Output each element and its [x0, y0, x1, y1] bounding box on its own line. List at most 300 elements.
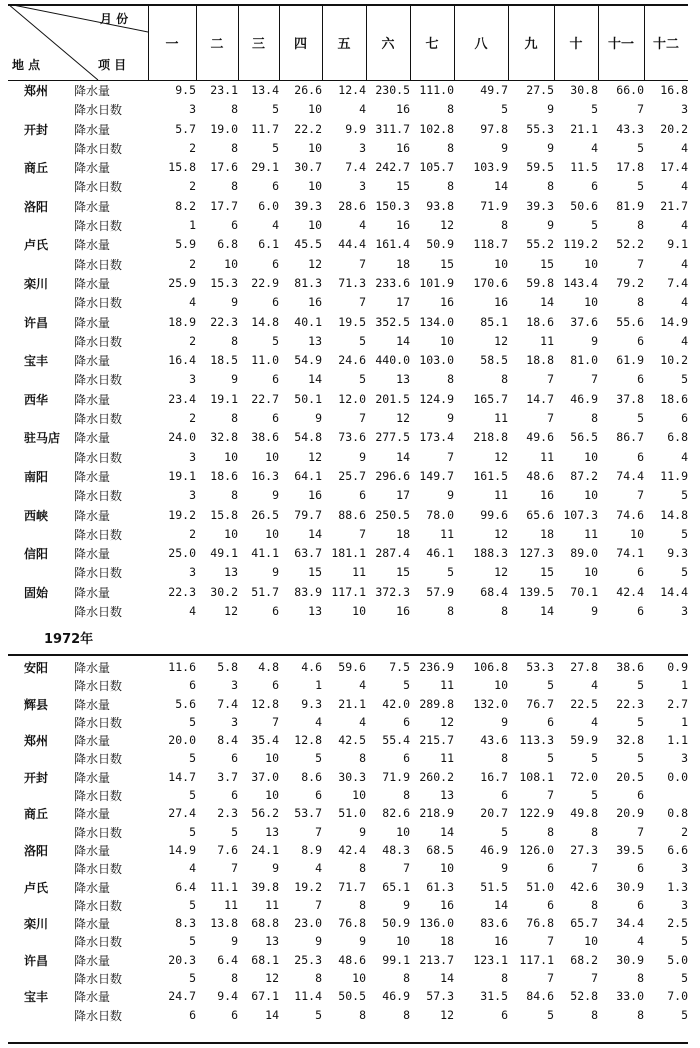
- value-cell: 13: [440, 788, 454, 803]
- value-cell: 14: [396, 449, 410, 464]
- value-cell: 12.4: [338, 83, 366, 97]
- value-cell: 5: [547, 1007, 554, 1022]
- value-cell: 10: [265, 788, 279, 803]
- table-row: [8, 731, 688, 749]
- table-1-body: [8, 81, 688, 621]
- value-cell: 9: [231, 372, 238, 387]
- item-rain-days: 降水日数: [74, 296, 123, 311]
- value-cell: 49.7: [480, 83, 508, 97]
- value-cell: 4: [359, 218, 366, 233]
- table-row: [8, 351, 688, 370]
- value-cell: 8: [359, 861, 366, 876]
- value-cell: 10: [584, 295, 598, 310]
- item-rain-days: 降水日数: [74, 450, 123, 465]
- value-cell: 12: [494, 565, 508, 580]
- item-rain-days: 降水日数: [74, 373, 123, 388]
- value-cell: 7.4: [217, 696, 238, 711]
- value-cell: 10: [224, 449, 238, 464]
- value-cell: 8: [447, 604, 454, 619]
- value-cell: 6.8: [217, 237, 238, 252]
- value-cell: 5: [501, 102, 508, 117]
- value-cell: 8: [501, 604, 508, 619]
- value-cell: 17.6: [210, 160, 238, 175]
- value-cell: 3: [681, 897, 688, 912]
- value-cell: 16: [396, 102, 410, 117]
- value-cell: 3: [189, 565, 196, 580]
- value-cell: 119.2: [563, 237, 598, 252]
- value-cell: 14: [440, 824, 454, 839]
- value-cell: 10: [224, 526, 238, 541]
- value-cell: 65.1: [382, 879, 410, 894]
- value-cell: 6.4: [175, 879, 196, 894]
- value-cell: 76.7: [526, 696, 554, 711]
- value-cell: 233.6: [375, 275, 410, 290]
- value-cell: 19.1: [210, 391, 238, 406]
- value-cell: 3: [189, 488, 196, 503]
- value-cell: 6: [272, 678, 279, 693]
- value-cell: 50.6: [570, 198, 598, 213]
- value-cell: 42.4: [338, 842, 366, 857]
- value-cell: 5.6: [175, 696, 196, 711]
- value-cell: 14.9: [660, 314, 688, 329]
- item-precipitation: 降水量: [74, 354, 111, 369]
- value-cell: 11: [540, 449, 554, 464]
- value-cell: 10: [494, 678, 508, 693]
- value-cell: 8.2: [175, 198, 196, 213]
- value-cell: 6: [231, 1007, 238, 1022]
- item-precipitation: 降水量: [74, 276, 111, 291]
- value-cell: 59.5: [526, 160, 554, 175]
- value-cell: 5: [681, 526, 688, 541]
- value-cell: 7: [591, 861, 598, 876]
- value-cell: 46.9: [382, 989, 410, 1004]
- value-cell: 9.1: [667, 237, 688, 252]
- value-cell: 134.0: [419, 314, 454, 329]
- value-cell: 440.0: [375, 353, 410, 368]
- value-cell: 352.5: [375, 314, 410, 329]
- value-cell: 15.8: [210, 507, 238, 522]
- value-cell: 6: [637, 333, 644, 348]
- value-cell: 10.2: [660, 353, 688, 368]
- value-cell: 74.1: [616, 546, 644, 561]
- value-cell: 49.8: [570, 806, 598, 821]
- value-cell: 5: [359, 333, 366, 348]
- value-cell: 8: [591, 897, 598, 912]
- value-cell: 5: [547, 678, 554, 693]
- value-cell: 81.3: [294, 275, 322, 290]
- value-cell: 2: [189, 333, 196, 348]
- value-cell: 9: [359, 934, 366, 949]
- value-cell: 106.8: [473, 660, 508, 674]
- table-row: [8, 235, 688, 254]
- value-cell: 33.0: [616, 989, 644, 1004]
- value-cell: 18.8: [526, 353, 554, 368]
- value-cell: 16: [540, 488, 554, 503]
- table-row: [8, 749, 688, 767]
- month-header-4: 四: [279, 4, 323, 80]
- value-cell: 55.4: [382, 733, 410, 748]
- location-name: 宝丰: [24, 990, 49, 1005]
- item-precipitation: 降水量: [74, 917, 111, 932]
- value-cell: 9: [315, 934, 322, 949]
- value-cell: 2.7: [667, 696, 688, 711]
- value-cell: 10: [584, 488, 598, 503]
- value-cell: 11.7: [251, 121, 279, 136]
- value-cell: 50.1: [294, 391, 322, 406]
- value-cell: 27.4: [168, 806, 196, 821]
- value-cell: 48.6: [526, 468, 554, 483]
- value-cell: 4: [591, 140, 598, 155]
- value-cell: 8: [637, 295, 644, 310]
- value-cell: 18.6: [210, 468, 238, 483]
- value-cell: 5.0: [667, 952, 688, 967]
- value-cell: 83.6: [480, 916, 508, 931]
- value-cell: 5: [272, 102, 279, 117]
- item-rain-days: 降水日数: [74, 935, 123, 950]
- value-cell: 6: [315, 788, 322, 803]
- value-cell: 6: [637, 372, 644, 387]
- value-cell: 139.5: [519, 584, 554, 599]
- value-cell: 6: [272, 411, 279, 426]
- location-name: 开封: [24, 122, 49, 137]
- value-cell: 236.9: [419, 660, 454, 674]
- value-cell: 81.0: [570, 353, 598, 368]
- value-cell: 11.9: [660, 468, 688, 483]
- value-cell: 12: [440, 714, 454, 729]
- table-row: [8, 768, 688, 786]
- value-cell: 24.6: [338, 353, 366, 368]
- value-cell: 37.8: [616, 391, 644, 406]
- value-cell: 56.5: [570, 430, 598, 445]
- value-cell: 1.1: [667, 733, 688, 748]
- location-name: 开封: [24, 770, 49, 785]
- value-cell: 11.1: [210, 879, 238, 894]
- value-cell: 149.7: [419, 468, 454, 483]
- value-cell: 7.6: [217, 842, 238, 857]
- value-cell: 18: [396, 256, 410, 271]
- value-cell: 3: [189, 102, 196, 117]
- value-cell: 7: [272, 714, 279, 729]
- value-cell: 61.3: [426, 879, 454, 894]
- value-cell: 24.0: [168, 430, 196, 445]
- value-cell: 9: [359, 824, 366, 839]
- value-cell: 52.8: [570, 989, 598, 1004]
- value-cell: 10: [352, 788, 366, 803]
- table-row: [8, 506, 688, 525]
- value-cell: 46.9: [570, 391, 598, 406]
- value-cell: 51.5: [480, 879, 508, 894]
- value-cell: 7: [359, 411, 366, 426]
- value-cell: 71.9: [382, 769, 410, 784]
- place-label: 地 点: [12, 58, 41, 72]
- table-row: [8, 428, 688, 447]
- value-cell: 7: [547, 971, 554, 986]
- item-precipitation: 降水量: [74, 238, 111, 253]
- value-cell: 22.5: [570, 696, 598, 711]
- table-row: [8, 467, 688, 486]
- value-cell: 38.6: [251, 430, 279, 445]
- item-precipitation: 降水量: [74, 392, 111, 407]
- value-cell: 4: [637, 934, 644, 949]
- location-name: 商丘: [24, 161, 49, 176]
- value-cell: 11: [440, 678, 454, 693]
- value-cell: 201.5: [375, 391, 410, 406]
- value-cell: 61.9: [616, 353, 644, 368]
- item-rain-days: 降水日数: [74, 180, 123, 195]
- item-rain-days: 降水日数: [74, 141, 123, 156]
- value-cell: 12: [440, 1007, 454, 1022]
- value-cell: 4: [189, 604, 196, 619]
- value-cell: 55.2: [526, 237, 554, 252]
- value-cell: 7: [359, 256, 366, 271]
- value-cell: 18: [396, 526, 410, 541]
- value-cell: 89.0: [570, 546, 598, 561]
- item-rain-days: 降水日数: [74, 334, 123, 349]
- month-header-3: 三: [238, 4, 280, 80]
- value-cell: 25.3: [294, 952, 322, 967]
- table-row: [8, 158, 688, 177]
- value-cell: 20.9: [616, 806, 644, 821]
- value-cell: 19.2: [168, 507, 196, 522]
- value-cell: 9: [591, 333, 598, 348]
- value-cell: 10: [352, 604, 366, 619]
- location-name: 许昌: [24, 315, 49, 330]
- table-row: [8, 313, 688, 332]
- value-cell: 6: [591, 179, 598, 194]
- value-cell: 9: [359, 449, 366, 464]
- value-cell: 66.0: [616, 83, 644, 97]
- value-cell: 173.4: [419, 430, 454, 445]
- value-cell: 20.5: [616, 769, 644, 784]
- value-cell: 277.5: [375, 430, 410, 445]
- value-cell: 15: [396, 565, 410, 580]
- value-cell: 5: [189, 714, 196, 729]
- value-cell: 68.1: [251, 952, 279, 967]
- value-cell: 68.4: [480, 584, 508, 599]
- value-cell: 8: [231, 971, 238, 986]
- value-cell: 6: [501, 1007, 508, 1022]
- value-cell: 18: [440, 934, 454, 949]
- value-cell: 2: [189, 140, 196, 155]
- value-cell: 39.3: [526, 198, 554, 213]
- value-cell: 6: [231, 788, 238, 803]
- item-precipitation: 降水量: [74, 807, 111, 822]
- value-cell: 48.6: [338, 952, 366, 967]
- value-cell: 8: [403, 788, 410, 803]
- value-cell: 102.8: [419, 121, 454, 136]
- value-cell: 6: [501, 788, 508, 803]
- table-row: [8, 409, 688, 428]
- value-cell: 22.3: [210, 314, 238, 329]
- table-row: [8, 695, 688, 713]
- value-cell: 10: [308, 179, 322, 194]
- value-cell: 12: [224, 604, 238, 619]
- value-cell: 24.7: [168, 989, 196, 1004]
- value-cell: 5: [501, 824, 508, 839]
- value-cell: 8: [501, 751, 508, 766]
- location-name: 郑州: [24, 84, 49, 98]
- value-cell: 14.8: [251, 314, 279, 329]
- table-row: [8, 932, 688, 950]
- value-cell: 5: [315, 751, 322, 766]
- location-name: 西华: [24, 392, 49, 407]
- value-cell: 4: [189, 861, 196, 876]
- value-cell: 372.3: [375, 584, 410, 599]
- value-cell: 22.7: [251, 391, 279, 406]
- value-cell: 161.4: [375, 237, 410, 252]
- value-cell: 71.7: [338, 879, 366, 894]
- value-cell: 17.7: [210, 198, 238, 213]
- value-cell: 5: [681, 372, 688, 387]
- value-cell: 8: [501, 372, 508, 387]
- item-rain-days: 降水日数: [74, 257, 123, 272]
- value-cell: 218.8: [473, 430, 508, 445]
- table-row: [8, 177, 688, 196]
- item-precipitation: 降水量: [74, 199, 111, 214]
- value-cell: 12: [396, 411, 410, 426]
- value-cell: 13: [265, 824, 279, 839]
- value-cell: 97.8: [480, 121, 508, 136]
- value-cell: 71.9: [480, 198, 508, 213]
- value-cell: 54.9: [294, 353, 322, 368]
- value-cell: 40.1: [294, 314, 322, 329]
- value-cell: 132.0: [473, 696, 508, 711]
- value-cell: 42.0: [382, 696, 410, 711]
- table-row: [8, 486, 688, 505]
- value-cell: 7: [547, 372, 554, 387]
- value-cell: 11.6: [168, 660, 196, 674]
- value-cell: 37.6: [570, 314, 598, 329]
- value-cell: 46.1: [426, 546, 454, 561]
- value-cell: 242.7: [375, 160, 410, 175]
- value-cell: 7.4: [667, 275, 688, 290]
- value-cell: 165.7: [473, 391, 508, 406]
- month-header-12: 十二: [652, 36, 679, 52]
- value-cell: 11: [352, 565, 366, 580]
- month-header-7: 七: [410, 4, 455, 80]
- value-cell: 57.9: [426, 584, 454, 599]
- value-cell: 18.6: [526, 314, 554, 329]
- value-cell: 16: [494, 295, 508, 310]
- value-cell: 29.1: [251, 160, 279, 175]
- value-cell: 5.7: [175, 121, 196, 136]
- value-cell: 2.3: [217, 806, 238, 821]
- value-cell: 136.0: [419, 916, 454, 931]
- value-cell: 5.8: [217, 660, 238, 674]
- value-cell: 82.6: [382, 806, 410, 821]
- value-cell: 4: [189, 295, 196, 310]
- item-precipitation: 降水量: [74, 880, 111, 895]
- value-cell: 8: [591, 411, 598, 426]
- value-cell: 2.5: [667, 916, 688, 931]
- value-cell: 9: [447, 411, 454, 426]
- value-cell: 9: [272, 565, 279, 580]
- value-cell: 68.2: [570, 952, 598, 967]
- value-cell: 6: [189, 1007, 196, 1022]
- value-cell: 15.8: [168, 160, 196, 175]
- month-header-10: 十: [554, 4, 599, 80]
- value-cell: 5: [637, 179, 644, 194]
- value-cell: 35.4: [251, 733, 279, 748]
- value-cell: 21.7: [660, 198, 688, 213]
- value-cell: 6: [637, 449, 644, 464]
- location-name: 西峡: [24, 508, 49, 523]
- value-cell: 46.9: [480, 842, 508, 857]
- value-cell: 86.7: [616, 430, 644, 445]
- value-cell: 5: [189, 824, 196, 839]
- item-precipitation: 降水量: [74, 161, 111, 176]
- location-name: 安阳: [24, 661, 49, 675]
- value-cell: 6: [231, 218, 238, 233]
- value-cell: 6: [272, 372, 279, 387]
- value-cell: 8: [231, 102, 238, 117]
- value-cell: 9: [272, 861, 279, 876]
- value-cell: 44.4: [338, 237, 366, 252]
- value-cell: 5: [272, 140, 279, 155]
- location-name: 驻马店: [24, 431, 61, 446]
- value-cell: 14: [440, 971, 454, 986]
- value-cell: 8.4: [217, 733, 238, 748]
- item-rain-days: 降水日数: [74, 219, 123, 234]
- value-cell: 18.5: [210, 353, 238, 368]
- value-cell: 8: [447, 140, 454, 155]
- value-cell: 12.8: [251, 696, 279, 711]
- value-cell: 7.5: [389, 660, 410, 674]
- value-cell: 12: [494, 333, 508, 348]
- value-cell: 50.5: [338, 989, 366, 1004]
- value-cell: 52.2: [616, 237, 644, 252]
- value-cell: 45.5: [294, 237, 322, 252]
- value-cell: 122.9: [519, 806, 554, 821]
- month-header-2: 二: [196, 4, 239, 80]
- value-cell: 7: [359, 295, 366, 310]
- item-precipitation: 降水量: [74, 661, 111, 675]
- value-cell: 11: [540, 333, 554, 348]
- value-cell: 14.8: [660, 507, 688, 522]
- location-name: 固始: [24, 585, 49, 600]
- value-cell: 27.3: [570, 842, 598, 857]
- item-precipitation: 降水量: [74, 431, 111, 446]
- value-cell: 84.6: [526, 989, 554, 1004]
- value-cell: 124.9: [419, 391, 454, 406]
- value-cell: 8: [231, 140, 238, 155]
- value-cell: 25.7: [338, 468, 366, 483]
- item-rain-days: 降水日数: [74, 605, 123, 620]
- value-cell: 7: [403, 861, 410, 876]
- value-cell: 48.3: [382, 842, 410, 857]
- location-name: 南阳: [24, 469, 49, 484]
- table-row: [8, 100, 688, 119]
- value-cell: 6: [231, 751, 238, 766]
- location-name: 卢氏: [24, 880, 49, 895]
- value-cell: 16.7: [480, 769, 508, 784]
- value-cell: 22.9: [251, 275, 279, 290]
- table-row: [8, 370, 688, 389]
- value-cell: 34.4: [616, 916, 644, 931]
- value-cell: 67.1: [251, 989, 279, 1004]
- value-cell: 20.0: [168, 733, 196, 748]
- value-cell: 3.7: [217, 769, 238, 784]
- value-cell: 5: [189, 751, 196, 766]
- value-cell: 16: [494, 934, 508, 949]
- location-name: 栾川: [24, 276, 49, 291]
- value-cell: 9: [231, 934, 238, 949]
- value-cell: 4: [315, 861, 322, 876]
- value-cell: 3: [231, 714, 238, 729]
- value-cell: 287.4: [375, 546, 410, 561]
- value-cell: 5: [272, 333, 279, 348]
- value-cell: 6: [359, 488, 366, 503]
